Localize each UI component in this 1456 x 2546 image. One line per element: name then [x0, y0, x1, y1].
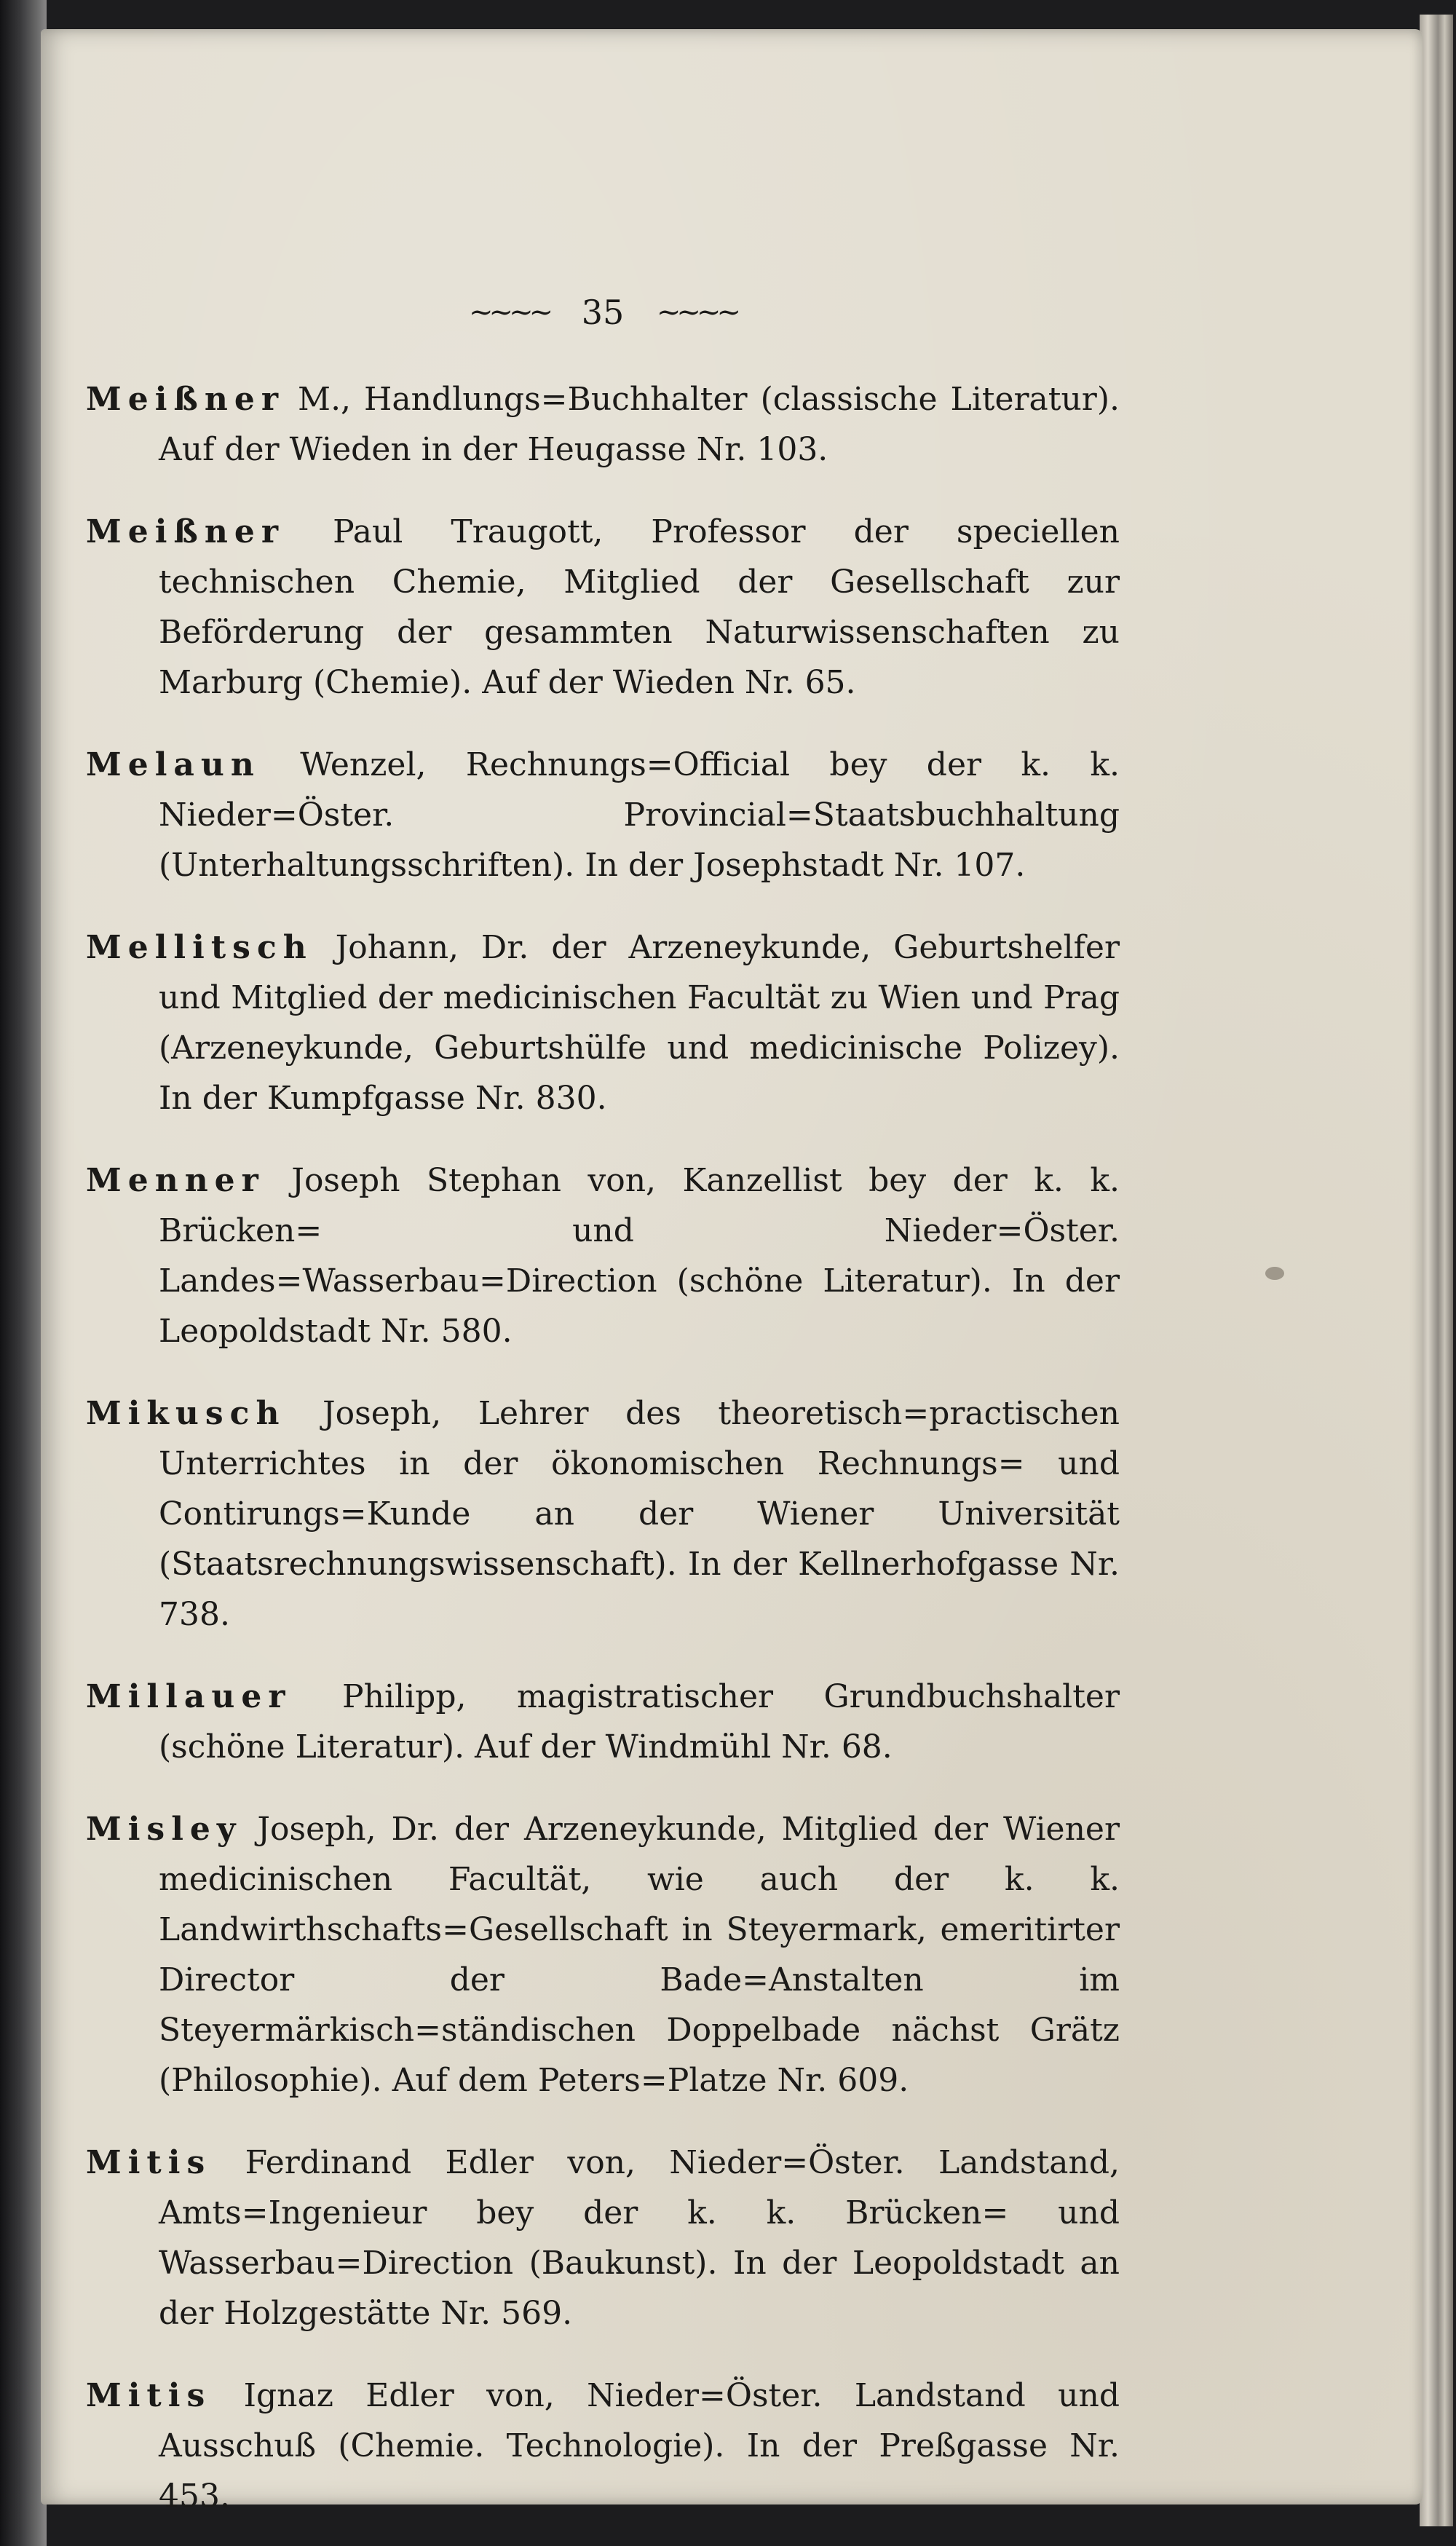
entry-text: Joseph, Lehrer des theoretisch=practischen Unterrichtes in der ökonomischen Rechnungs= und Contirungs=Kunde an der Wiener Universität (Staatsrechnungswissenschaft). In der Kellnerhofgasse Nr. 738. — [159, 1395, 1120, 1633]
entry-text: Joseph, Dr. der Arzeneykunde, Mitglied der Wiener medicinischen Facultät, wie auch der k. k. Landwirthschafts=Gesellschaft in Steyermark, emeritirter Director der Bade=Anstalten im Steyermärkisch=ständischen Doppelbade nächst Grätz (Philosophie). Auf dem Peters=Platze Nr. 609. — [159, 1811, 1120, 2099]
entry-text: Ignaz Edler von, Nieder=Öster. Landstand und Ausschuß (Chemie. Technologie). In der Preßgasse Nr. 453. — [159, 2377, 1120, 2515]
entry-text: Paul Traugott, Professor der speciellen technischen Chemie, Mitglied der Gesellschaft zur Beförderung der gesammten Naturwissenschaften zu Marburg (Chemie). Auf der Wieden Nr. 65. — [159, 513, 1120, 701]
page-number: 35 — [581, 293, 625, 332]
entry-text: Joseph Stephan von, Kanzellist bey der k. k. Brücken= und Nieder=Öster. Landes=Wasserbau=Direction (schöne Literatur). In der Leopoldstadt Nr. 580. — [159, 1162, 1120, 1350]
entry-surname: Meißner — [86, 381, 285, 418]
page-content — [86, 277, 1120, 2523]
entry-text: M., Handlungs=Buchhalter (classische Literatur). Auf der Wieden in der Heugasse Nr. 103. — [159, 381, 1120, 468]
entry-surname: Misley — [86, 1811, 242, 1848]
entry-surname: Melaun — [86, 746, 261, 783]
directory-entry — [86, 1672, 1120, 1772]
entry-surname: Mitis — [86, 2144, 212, 2181]
ornament-left: ~~~~ — [469, 296, 550, 329]
entry-surname: Menner — [86, 1162, 265, 1199]
directory-entry — [86, 2371, 1120, 2521]
directory-entry — [86, 1804, 1120, 2106]
entry-surname: Mitis — [86, 2377, 212, 2414]
paper-stain — [1265, 1267, 1284, 1280]
entry-surname: Mellitsch — [86, 929, 313, 966]
entry-text: Wenzel, Rechnungs=Official bey der k. k. Nieder=Öster. Provincial=Staatsbuchhaltung (Unterhaltungsschriften). In der Josephstadt Nr. 107. — [159, 746, 1120, 884]
entry-text: Ferdinand Edler von, Nieder=Öster. Landstand, Amts=Ingenieur bey der k. k. Brücken= und Wasserbau=Direction (Baukunst). In der Leopoldstadt an der Holzgestätte Nr. 569. — [159, 2144, 1120, 2332]
page-edges — [1420, 15, 1453, 2526]
directory-entry — [86, 1388, 1120, 1640]
directory-entry — [86, 922, 1120, 1123]
entry-text: Philipp, magistratischer Grundbuchshalter (schöne Literatur). Auf der Windmühl Nr. 68. — [159, 1678, 1120, 1766]
directory-entry — [86, 507, 1120, 708]
directory-entry — [86, 2138, 1120, 2339]
book-binding-shadow — [0, 0, 47, 2546]
entry-surname: Meißner — [86, 513, 285, 550]
entry-surname: Mikusch — [86, 1395, 286, 1432]
directory-entry — [86, 374, 1120, 475]
directory-entry — [86, 1155, 1120, 1356]
entry-surname: Millauer — [86, 1678, 292, 1715]
page-header — [86, 277, 1120, 342]
directory-entry — [86, 740, 1120, 890]
ornament-right: ~~~~ — [656, 296, 737, 329]
entry-text: Johann, Dr. der Arzeneykunde, Geburtshelfer und Mitglied der medicinischen Facultät zu Wien und Prag (Arzeneykunde, Geburtshülfe und medicinische Polizey). In der Kumpfgasse Nr. 830. — [159, 929, 1120, 1117]
